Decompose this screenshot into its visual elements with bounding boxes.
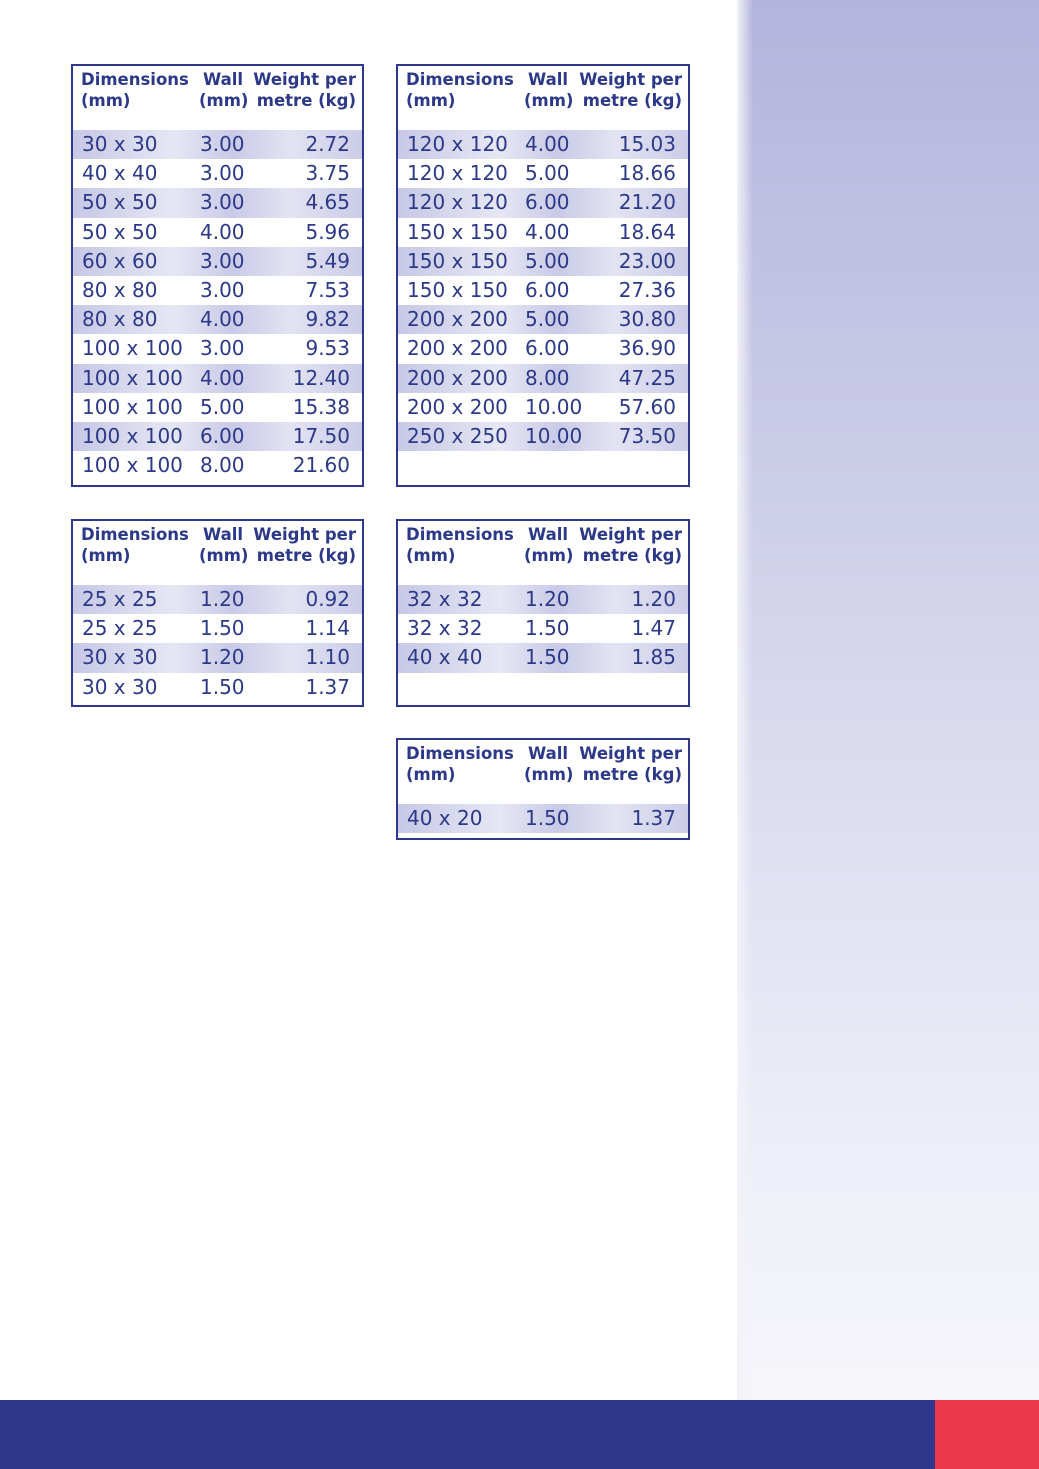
header-dimensions: Dimensions (mm) [406, 70, 514, 110]
cell-weight: 1.37 [305, 674, 350, 699]
table-row [73, 673, 362, 702]
cell-weight: 5.49 [305, 248, 350, 273]
header-wall: Wall (mm) [199, 525, 249, 565]
cell-weight: 5.96 [305, 219, 350, 244]
header-wall: Wall (mm) [199, 70, 249, 110]
cell-dimensions: 200 x 200 [407, 394, 508, 419]
cell-weight: 18.64 [618, 219, 676, 244]
cell-weight: 36.90 [618, 336, 676, 361]
cell-dimensions: 100 x 100 [82, 336, 183, 361]
table-row [398, 188, 688, 217]
table-row [73, 276, 362, 305]
table-row [73, 393, 362, 422]
table-row [398, 422, 688, 451]
cell-wall: 5.00 [525, 307, 570, 332]
cell-dimensions: 150 x 150 [407, 219, 508, 244]
cell-wall: 4.00 [200, 219, 245, 244]
table-row [73, 247, 362, 276]
cell-weight: 57.60 [618, 394, 676, 419]
table-square-tube-large-2 [396, 64, 690, 487]
footer-bar [0, 1400, 935, 1469]
footer-accent [935, 1400, 1039, 1469]
cell-dimensions: 100 x 100 [82, 394, 183, 419]
header-dimensions: Dimensions (mm) [81, 70, 189, 110]
cell-weight: 9.53 [305, 336, 350, 361]
cell-weight: 2.72 [305, 132, 350, 156]
table-row [398, 804, 688, 833]
cell-dimensions: 250 x 250 [407, 423, 508, 448]
header-weight: Weight per metre (kg) [579, 744, 682, 784]
cell-weight: 1.20 [631, 587, 676, 611]
cell-dimensions: 200 x 200 [407, 307, 508, 332]
cell-dimensions: 150 x 150 [407, 277, 508, 302]
table-row [398, 130, 688, 159]
cell-wall: 6.00 [525, 277, 570, 302]
cell-wall: 4.00 [525, 219, 570, 244]
table-row [73, 614, 362, 643]
cell-wall: 4.00 [200, 365, 245, 390]
cell-weight: 21.60 [292, 453, 350, 478]
cell-wall: 10.00 [525, 423, 583, 448]
cell-dimensions: 30 x 30 [82, 645, 158, 670]
header-wall: Wall (mm) [524, 70, 574, 110]
cell-dimensions: 200 x 200 [407, 365, 508, 390]
header-dimensions: Dimensions (mm) [406, 525, 514, 565]
cell-weight: 3.75 [305, 161, 350, 186]
header-wall: Wall (mm) [524, 525, 574, 565]
cell-wall: 4.00 [200, 307, 245, 332]
cell-wall: 8.00 [525, 365, 570, 390]
cell-weight: 9.82 [305, 307, 350, 332]
cell-wall: 1.50 [200, 674, 245, 699]
table-row [398, 334, 688, 363]
cell-wall: 1.20 [200, 645, 245, 670]
table-rectangular-tube [396, 738, 690, 840]
side-panel [737, 0, 1039, 1400]
cell-weight: 12.40 [292, 365, 350, 390]
header-dimensions: Dimensions (mm) [406, 744, 514, 784]
cell-wall: 6.00 [200, 423, 245, 448]
table-row [73, 451, 362, 480]
table-row [73, 159, 362, 188]
table-header [398, 521, 688, 585]
cell-dimensions: 50 x 50 [82, 219, 158, 244]
cell-weight: 1.47 [631, 616, 676, 641]
cell-wall: 6.00 [525, 190, 570, 215]
cell-wall: 5.00 [525, 161, 570, 186]
table-row [398, 305, 688, 334]
cell-dimensions: 100 x 100 [82, 453, 183, 478]
table-row [398, 247, 688, 276]
cell-wall: 1.20 [525, 587, 570, 611]
table-row [398, 393, 688, 422]
cell-wall: 1.50 [200, 616, 245, 641]
cell-weight: 21.20 [618, 190, 676, 215]
cell-dimensions: 120 x 120 [407, 132, 508, 156]
header-weight: Weight per metre (kg) [579, 525, 682, 565]
header-wall: Wall (mm) [524, 744, 574, 784]
cell-wall: 1.50 [525, 616, 570, 641]
cell-dimensions: 60 x 60 [82, 248, 158, 273]
table-square-tube-small-1 [71, 519, 364, 707]
table-row [73, 305, 362, 334]
table-header [73, 521, 362, 585]
table-row [398, 364, 688, 393]
table-row [73, 218, 362, 247]
cell-dimensions: 100 x 100 [82, 423, 183, 448]
cell-wall: 3.00 [200, 336, 245, 361]
table-row [73, 585, 362, 614]
cell-wall: 1.50 [525, 806, 570, 830]
cell-wall: 5.00 [525, 248, 570, 273]
header-weight: Weight per metre (kg) [253, 525, 356, 565]
cell-weight: 18.66 [618, 161, 676, 186]
table-square-tube-large-1 [71, 64, 364, 487]
cell-wall: 5.00 [200, 394, 245, 419]
table-header [398, 66, 688, 130]
table-row [73, 422, 362, 451]
cell-dimensions: 80 x 80 [82, 307, 158, 332]
cell-wall: 10.00 [525, 394, 583, 419]
cell-wall: 3.00 [200, 132, 245, 156]
cell-weight: 15.03 [618, 132, 676, 156]
table-row [73, 334, 362, 363]
cell-dimensions: 32 x 32 [407, 616, 483, 641]
cell-wall: 6.00 [525, 336, 570, 361]
cell-dimensions: 120 x 120 [407, 190, 508, 215]
side-panel-edge [737, 0, 753, 1400]
table-row [398, 585, 688, 614]
table-row [73, 130, 362, 159]
table-square-tube-small-2 [396, 519, 690, 707]
cell-dimensions: 30 x 30 [82, 674, 158, 699]
cell-weight: 7.53 [305, 277, 350, 302]
table-row [73, 643, 362, 672]
cell-weight: 1.10 [305, 645, 350, 670]
cell-weight: 23.00 [618, 248, 676, 273]
cell-wall: 8.00 [200, 453, 245, 478]
cell-dimensions: 150 x 150 [407, 248, 508, 273]
table-header [398, 740, 688, 804]
cell-dimensions: 25 x 25 [82, 616, 158, 641]
table-row [398, 218, 688, 247]
header-weight: Weight per metre (kg) [253, 70, 356, 110]
header-dimensions: Dimensions (mm) [81, 525, 189, 565]
cell-weight: 1.85 [631, 645, 676, 670]
cell-wall: 4.00 [525, 132, 570, 156]
cell-wall: 3.00 [200, 248, 245, 273]
cell-dimensions: 30 x 30 [82, 132, 158, 156]
cell-dimensions: 40 x 40 [407, 645, 483, 670]
cell-wall: 3.00 [200, 277, 245, 302]
table-row [73, 364, 362, 393]
cell-dimensions: 120 x 120 [407, 161, 508, 186]
cell-dimensions: 32 x 32 [407, 587, 483, 611]
cell-weight: 4.65 [305, 190, 350, 215]
table-row [398, 276, 688, 305]
cell-dimensions: 200 x 200 [407, 336, 508, 361]
cell-weight: 30.80 [618, 307, 676, 332]
cell-weight: 1.37 [631, 806, 676, 830]
cell-dimensions: 100 x 100 [82, 365, 183, 390]
cell-weight: 17.50 [292, 423, 350, 448]
table-row [398, 643, 688, 672]
cell-dimensions: 40 x 40 [82, 161, 158, 186]
cell-wall: 1.20 [200, 587, 245, 611]
cell-weight: 27.36 [618, 277, 676, 302]
cell-weight: 1.14 [305, 616, 350, 641]
cell-weight: 0.92 [305, 587, 350, 611]
cell-weight: 15.38 [292, 394, 350, 419]
cell-dimensions: 25 x 25 [82, 587, 158, 611]
cell-dimensions: 80 x 80 [82, 277, 158, 302]
cell-weight: 47.25 [618, 365, 676, 390]
cell-wall: 1.50 [525, 645, 570, 670]
cell-weight: 73.50 [618, 423, 676, 448]
cell-dimensions: 50 x 50 [82, 190, 158, 215]
cell-wall: 3.00 [200, 161, 245, 186]
cell-dimensions: 40 x 20 [407, 806, 483, 830]
table-row [398, 159, 688, 188]
table-header [73, 66, 362, 130]
header-weight: Weight per metre (kg) [579, 70, 682, 110]
table-row [73, 188, 362, 217]
cell-wall: 3.00 [200, 190, 245, 215]
table-row [398, 614, 688, 643]
